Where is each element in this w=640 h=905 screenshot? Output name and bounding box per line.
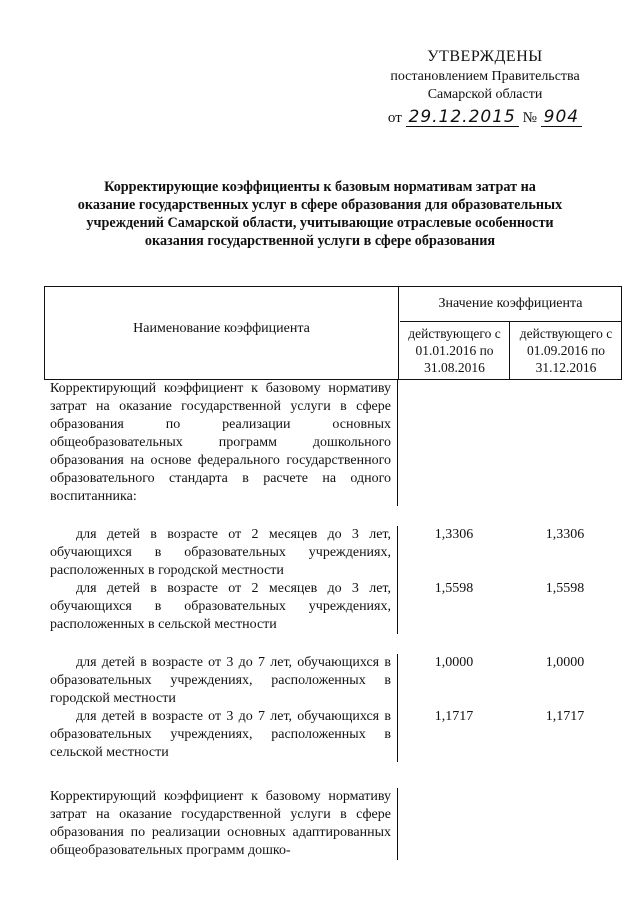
title-line-3: учреждений Самарской области, учитывающие отраслевые особенности <box>86 215 554 231</box>
column-header-value: Значение коэффициента <box>400 287 621 322</box>
row-value-period-2: 1,0000 <box>545 655 585 670</box>
table-row <box>44 708 622 762</box>
row-value-period-1: 1,3306 <box>434 527 474 542</box>
number-label: № <box>522 110 537 126</box>
row-text: для детей в возрасте от 2 месяцев до 3 лет, обучающихся в образовательных учреждениях, расположенных в сельской местности <box>44 580 398 634</box>
row-value-period-1: 1,1717 <box>434 709 474 724</box>
title-line-2: оказание государственных услуг в сфере образования для образовательных <box>77 197 563 213</box>
row-spacer <box>44 506 622 526</box>
row-text: для детей в возрасте от 3 до 7 лет, обучающихся в образовательных учреждениях, расположенных в сельской местности <box>44 708 398 762</box>
document-title <box>40 178 600 250</box>
table-row <box>44 580 622 634</box>
approval-date-line <box>360 108 610 127</box>
approval-stamp <box>360 48 610 127</box>
approval-date: 29.12.2015 <box>406 108 519 127</box>
row-value-period-1: 1,5598 <box>434 581 474 596</box>
row-value-period-2: 1,5598 <box>545 581 585 596</box>
approval-line-2: Самарской области <box>427 87 543 102</box>
title-line-4: оказания государственной услуги в сфере образования <box>144 233 496 249</box>
column-header-period-2: действующего с 01.09.2016 по 31.12.2016 <box>519 326 613 375</box>
column-header-period-1: действующего с 01.01.2016 по 31.08.2016 <box>400 322 510 379</box>
row-spacer <box>44 762 622 788</box>
table-header <box>44 286 622 380</box>
table-row <box>44 380 622 506</box>
approval-number: 904 <box>541 108 582 127</box>
table-row <box>44 526 622 580</box>
title-line-1: Корректирующие коэффициенты к базовым нормативам затрат на <box>104 179 536 195</box>
row-value-period-2: 1,3306 <box>545 527 585 542</box>
row-text: Корректирующий коэффициент к базовому нормативу затрат на оказание государственной услуги в сфере образования по реализации основных общеобразовательных программ дошкольного образования на основе федерального государственного образовательного стандарта в расчете на одного воспитанника: <box>44 380 398 506</box>
approval-heading: УТВЕРЖДЕНЫ <box>427 48 543 65</box>
approval-line-1: постановлением Правительства <box>390 69 580 84</box>
row-text: для детей в возрасте от 3 до 7 лет, обучающихся в образовательных учреждениях, расположенных в городской местности <box>44 654 398 708</box>
row-value-period-2: 1,1717 <box>545 709 585 724</box>
row-value-period-1: 1,0000 <box>434 655 474 670</box>
column-header-name: Наименование коэффициента <box>45 287 399 379</box>
row-text: для детей в возрасте от 2 месяцев до 3 лет, обучающихся в образовательных учреждениях, расположенных в городской местности <box>44 526 398 580</box>
table-body <box>44 380 622 860</box>
table-row <box>44 788 622 860</box>
from-label: от <box>387 110 402 126</box>
row-spacer <box>44 634 622 654</box>
table-row <box>44 654 622 708</box>
row-text: Корректирующий коэффициент к базовому нормативу затрат на оказание государственной услуги в сфере образования по реализации основных адаптированных общеобразовательных программ дошко- <box>44 788 398 860</box>
